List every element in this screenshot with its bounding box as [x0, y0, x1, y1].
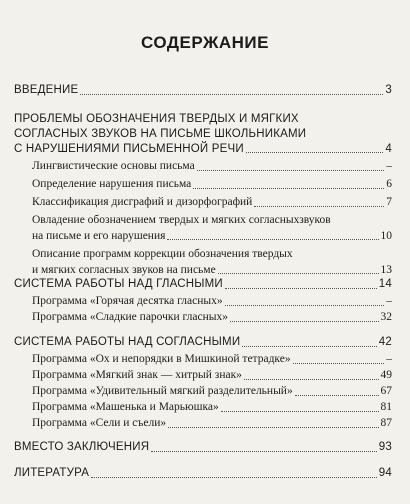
page-number: 94	[378, 467, 392, 479]
section-title-line: СОГЛАСНЫХ ЗВУКОВ НА ПИСЬМЕ ШКОЛЬНИКАМИ	[14, 128, 307, 140]
page-number: 32	[380, 311, 392, 323]
leader-dots	[197, 169, 385, 171]
section-title: ВВЕДЕНИЕ	[14, 84, 79, 96]
toc-subentry[interactable]	[0, 415, 410, 432]
toc-subentry[interactable]	[0, 246, 410, 278]
leader-dots	[242, 345, 377, 347]
toc-subentry[interactable]	[0, 176, 410, 193]
page-number: –	[386, 353, 392, 365]
page-number: 7	[386, 196, 392, 208]
toc-subentry[interactable]	[0, 351, 410, 368]
toc-entry-intro[interactable]	[0, 82, 410, 99]
page-number: –	[386, 295, 392, 307]
page-number: 87	[380, 417, 392, 429]
leader-dots	[244, 378, 379, 380]
leader-dots	[193, 187, 384, 189]
subentry-title: Классификация дисграфий и дизорфографий	[32, 196, 253, 208]
page-number: 13	[380, 264, 392, 276]
toc-subentry[interactable]	[0, 158, 410, 175]
subentry-title: Программа «Удивительный мягкий разделительный»	[32, 385, 293, 397]
subentry-title: на письме и его нарушения	[32, 230, 166, 242]
leader-dots	[221, 410, 379, 412]
leader-dots	[218, 272, 379, 274]
page-number: 49	[380, 369, 392, 381]
leader-dots	[91, 476, 377, 478]
leader-dots	[246, 151, 384, 153]
page-number: 42	[378, 336, 392, 348]
subentry-title: Программа «Горячая десятка гласных»	[32, 295, 223, 307]
leader-dots	[225, 287, 377, 289]
page-number: –	[386, 160, 392, 172]
leader-dots	[254, 205, 384, 207]
page-number: 14	[378, 278, 392, 290]
leader-dots	[293, 362, 385, 364]
page-number: 67	[380, 385, 392, 397]
section-title-line: ПРОБЛЕМЫ ОБОЗНАЧЕНИЯ ТВЕРДЫХ И МЯГКИХ	[14, 113, 299, 125]
leader-dots	[225, 304, 385, 306]
toc-subentry[interactable]	[0, 383, 410, 400]
page-number: 3	[385, 84, 392, 96]
leader-dots	[151, 450, 377, 452]
toc-entry-literature[interactable]	[0, 465, 410, 482]
subentry-title: и мягких согласных звуков на письме	[32, 264, 216, 276]
section-title: ВМЕСТО ЗАКЛЮЧЕНИЯ	[14, 441, 150, 453]
leader-dots	[295, 394, 379, 396]
page-title: СОДЕРЖАНИЕ	[141, 33, 269, 52]
subentry-title: Программа «Сели и съели»	[32, 417, 167, 429]
toc-subentry[interactable]	[0, 309, 410, 326]
subentry-title: Программа «Машенька и Марьюшка»	[32, 401, 219, 413]
toc-entry-conclusion[interactable]	[0, 439, 410, 456]
subentry-title: Овладение обозначением твердых и мягких согласныхзвуков	[32, 214, 331, 226]
toc-entry-problems[interactable]	[0, 112, 410, 157]
subentry-title: Определение нарушения письма	[32, 178, 192, 190]
toc-subentry[interactable]	[0, 399, 410, 416]
toc-entry-consonants[interactable]	[0, 334, 410, 351]
toc-entry-vowels[interactable]	[0, 276, 410, 293]
page-number: 81	[380, 401, 392, 413]
leader-dots	[80, 93, 383, 95]
leader-dots	[168, 426, 378, 428]
leader-dots	[230, 320, 379, 322]
subentry-title: Описание программ коррекции обозначения твердых	[32, 248, 293, 260]
section-title: СИСТЕМА РАБОТЫ НАД СОГЛАСНЫМИ	[14, 336, 241, 348]
subentry-title: Программа «Ох и непорядки в Мишкиной тетрадке»	[32, 353, 291, 365]
section-title-line: С НАРУШЕНИЯМИ ПИСЬМЕННОЙ РЕЧИ	[14, 143, 244, 155]
toc-subentry[interactable]	[0, 212, 410, 244]
page-number: 6	[386, 178, 392, 190]
page-number: 10	[380, 230, 392, 242]
section-title: СИСТЕМА РАБОТЫ НАД ГЛАСНЫМИ	[14, 278, 223, 290]
page-number: 93	[378, 441, 392, 453]
subentry-title: Лингвистические основы письма	[32, 160, 195, 172]
subentry-title: Программа «Мягкий знак — хитрый знак»	[32, 369, 242, 381]
section-title: ЛИТЕРАТУРА	[14, 467, 90, 479]
page-number: 4	[385, 143, 392, 155]
toc-subentry[interactable]	[0, 293, 410, 310]
subentry-title: Программа «Сладкие парочки гласных»	[32, 311, 228, 323]
toc-subentry[interactable]	[0, 194, 410, 211]
leader-dots	[167, 238, 378, 240]
toc-subentry[interactable]	[0, 367, 410, 384]
